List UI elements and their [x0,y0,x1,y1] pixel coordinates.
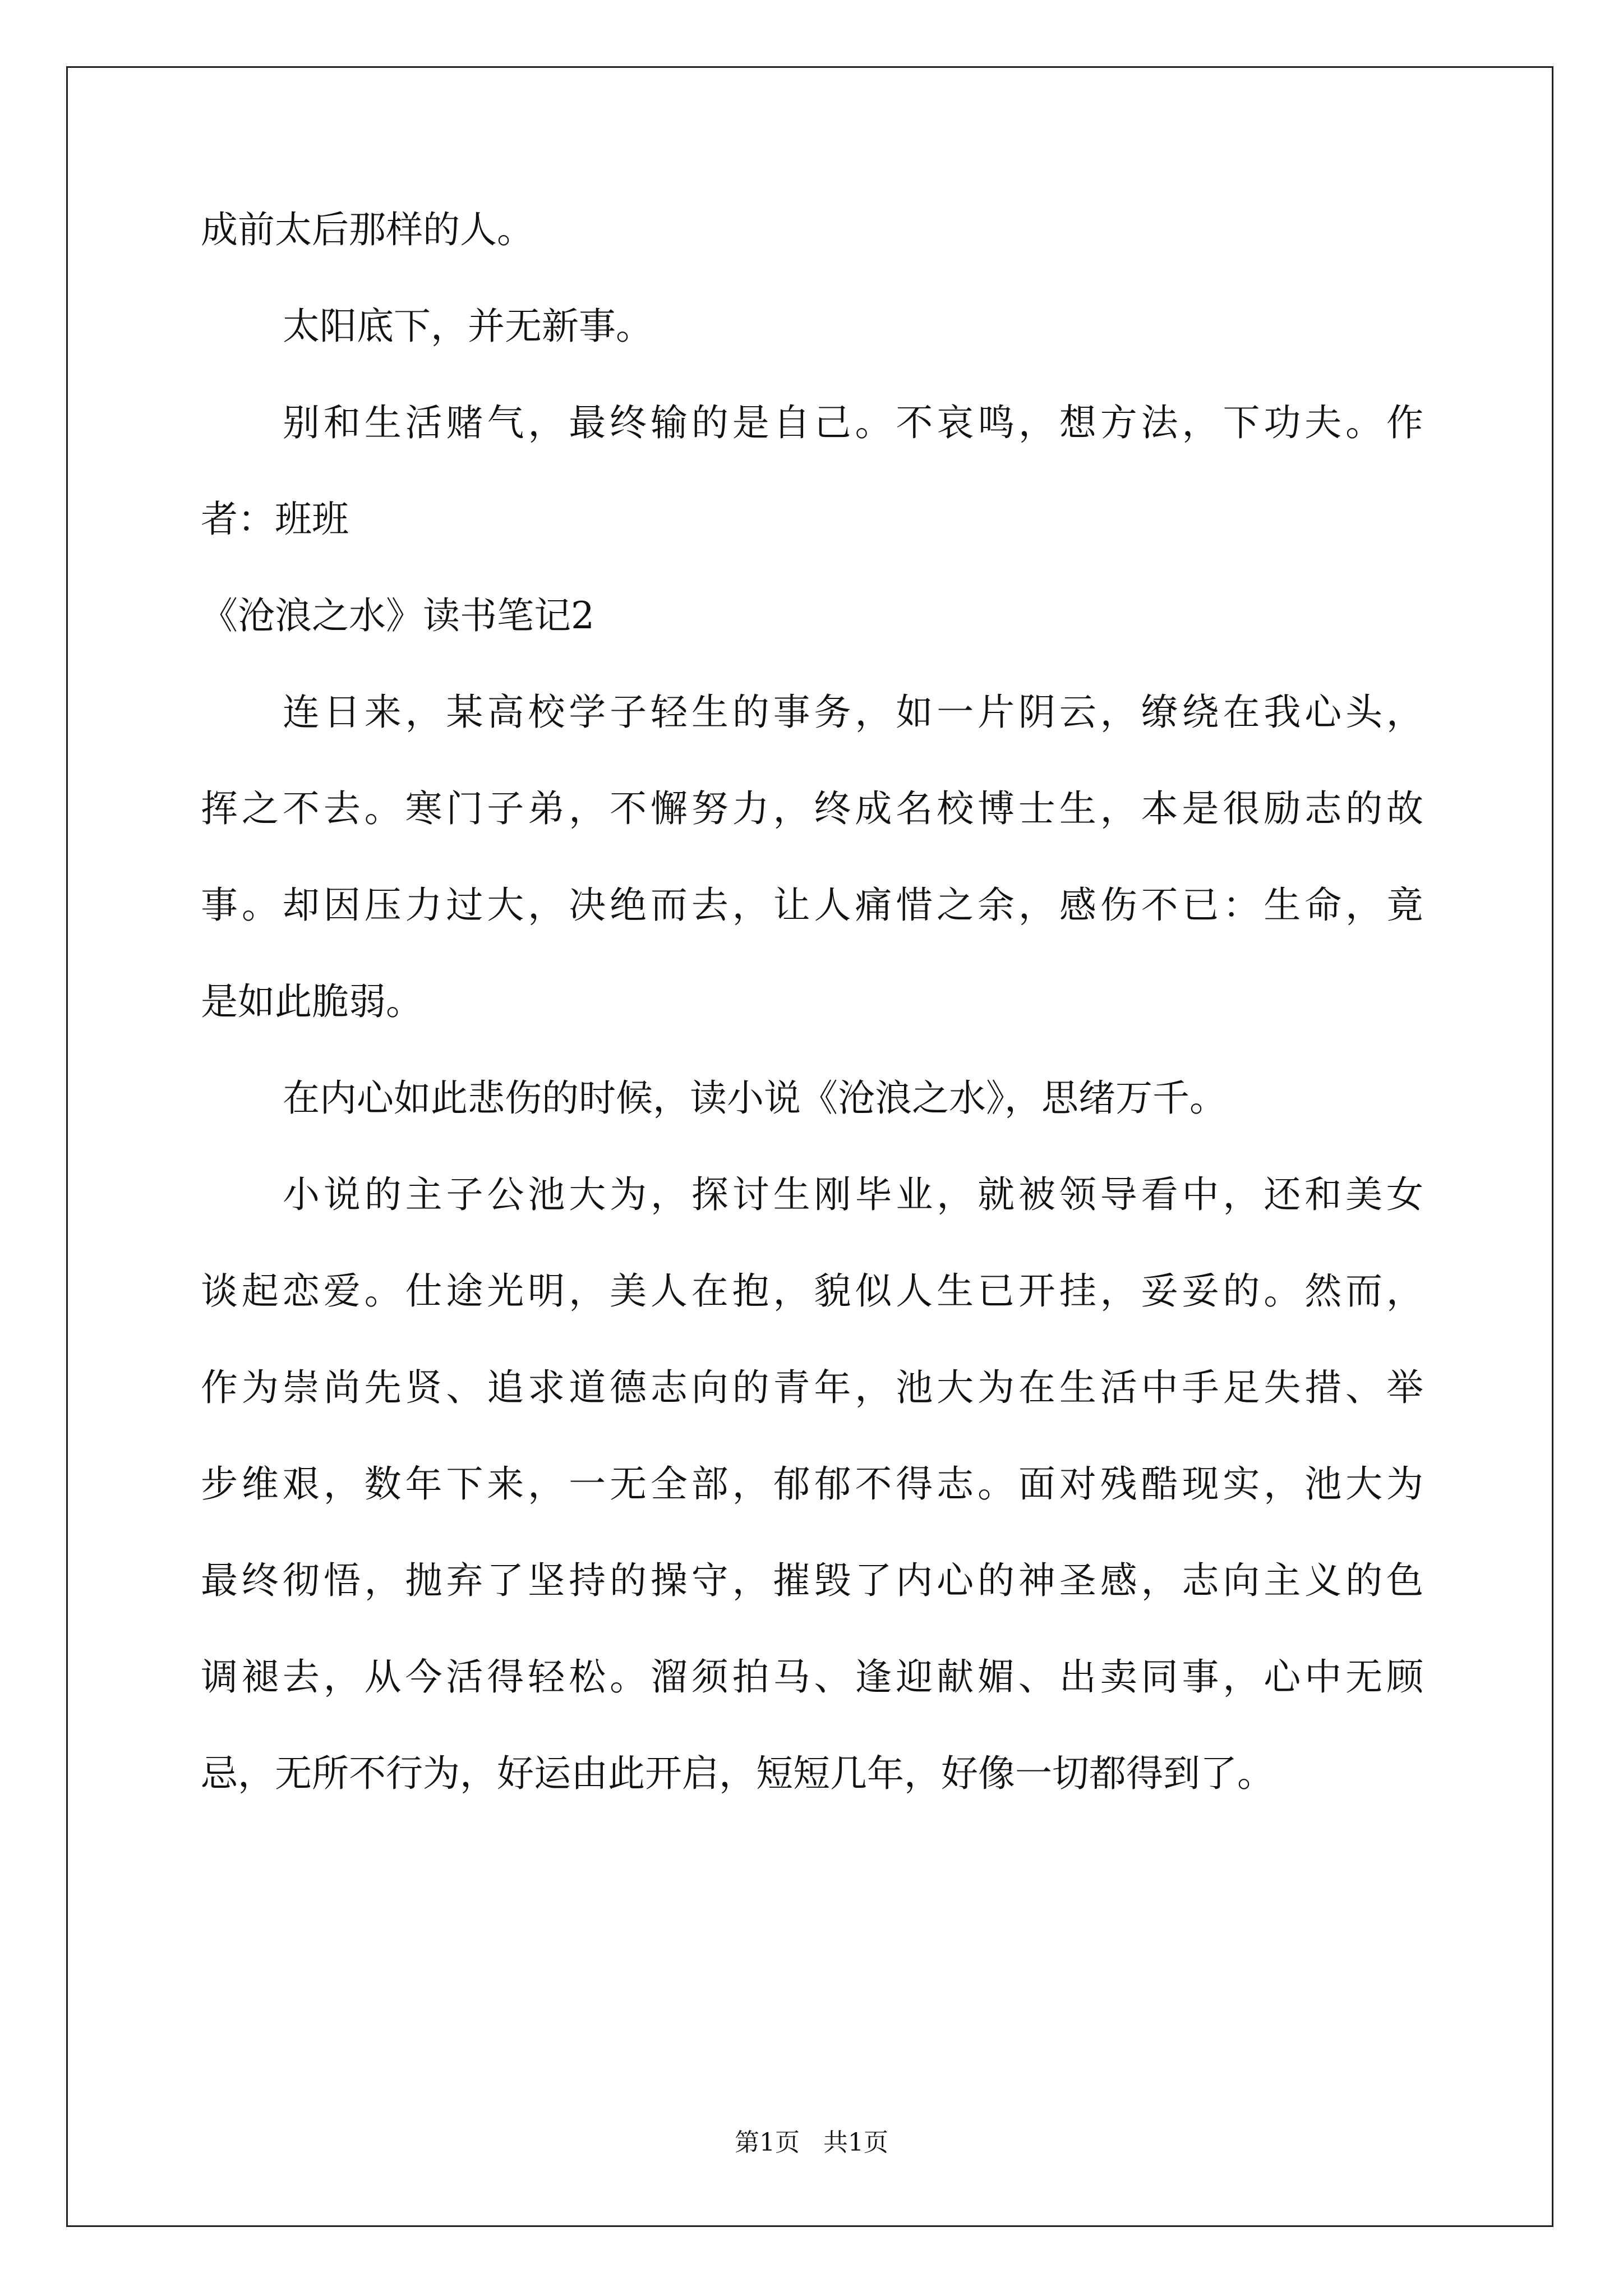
text-line: 调褪去，从今活得轻松。溜须拍马、逢迎献媚、出卖同事，心中无顾 [201,1655,1423,1699]
text-line: 别和生活赌气，最终输的是自己。不哀鸣，想方法，下功夫。作 [283,401,1423,444]
text-line: 事。却因压力过大，决绝而去，让人痛惜之余，感伤不已：生命，竟 [201,884,1423,927]
page-number-footer: 第1页 共1页 [735,2128,888,2157]
text-line: 小说的主子公池大为，探讨生刚毕业，就被领导看中，还和美女 [283,1173,1423,1216]
text-line: 是如此脆弱。 [201,980,423,1023]
text-line: 最终彻悟，抛弃了坚持的操守，摧毁了内心的神圣感，志向主义的色 [201,1559,1423,1602]
text-line: 作为崇尚先贤、追求道德志向的青年，池大为在生活中手足失措、举 [201,1366,1423,1409]
page-border [66,66,1553,2227]
text-line: 连日来，某高校学子轻生的事务，如一片阴云，缭绕在我心头， [283,691,1423,734]
text-line: 谈起恋爱。仕途光明，美人在抱，貌似人生已开挂，妥妥的。然而， [201,1269,1423,1313]
text-line: 在内心如此悲伤的时候，读小说《沧浪之水》，思绪万千。 [283,1076,1227,1120]
text-line: 忌，无所不行为，好运由此开启，短短几年，好像一切都得到了。 [201,1752,1274,1795]
section-heading: 《沧浪之水》读书笔记2 [201,594,594,637]
text-line: 步维艰，数年下来，一无全部，郁郁不得志。面对残酷现实，池大为 [201,1462,1423,1506]
text-line: 者：班班 [201,498,349,541]
text-line: 成前太后那样的人。 [201,208,534,251]
text-line: 太阳底下，并无新事。 [283,305,653,348]
text-line: 挥之不去。寒门子弟，不懈努力，终成名校博士生，本是很励志的故 [201,787,1423,830]
